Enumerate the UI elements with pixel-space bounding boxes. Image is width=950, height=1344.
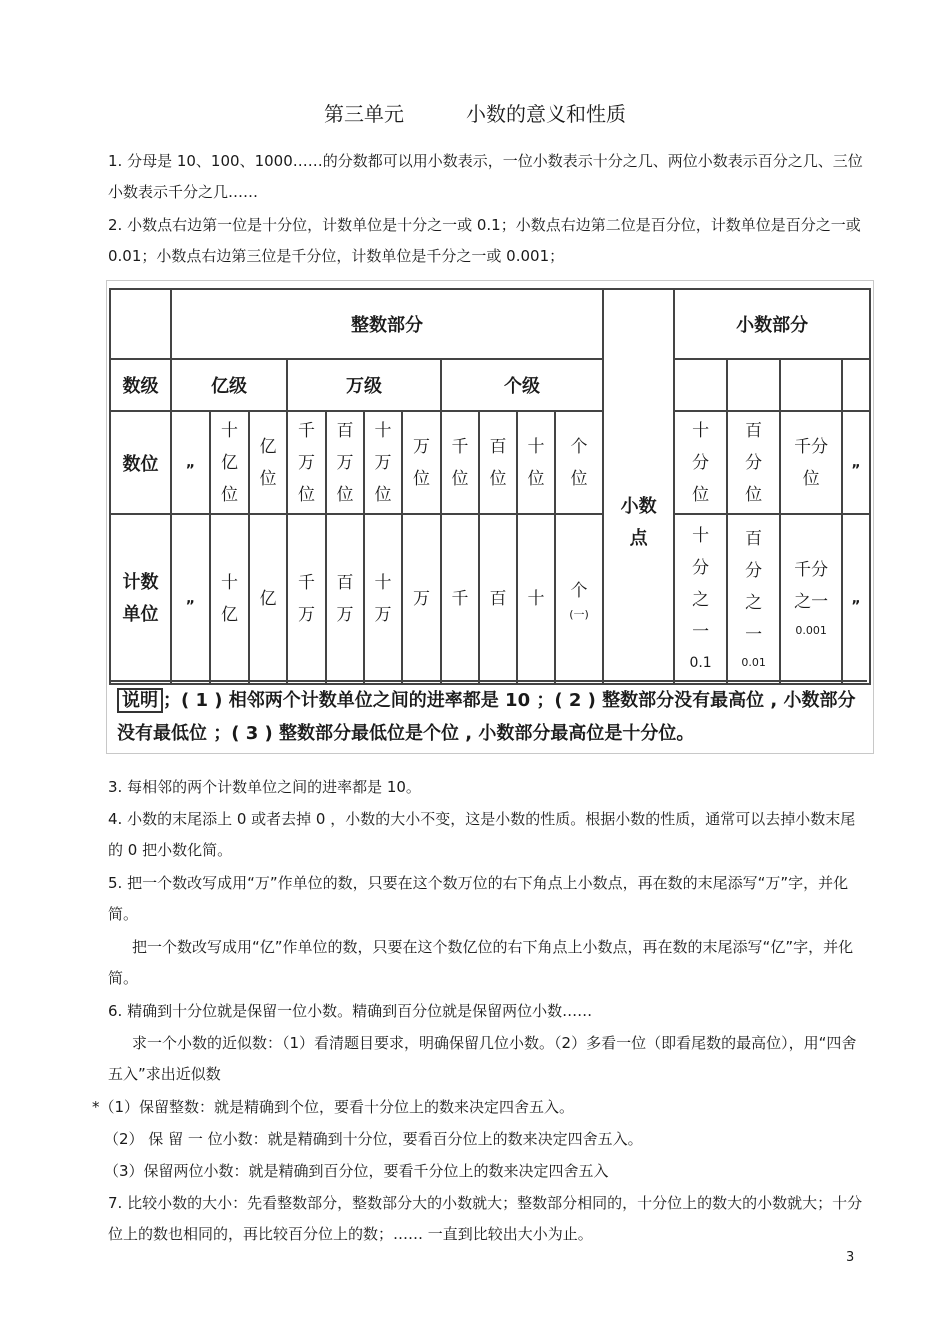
- paragraph-2: 2. 小数点右边第一位是十分位，计数单位是十分之一或 0.1；小数点右边第二位是百分位，计数单位是百分之一或 0.01；小数点右边第三位是千分位，计数单位是千分之一或 0.001；: [108, 216, 861, 265]
- unit-ellipsis-left: „: [171, 514, 210, 684]
- place-bai-text: 百位: [489, 436, 507, 489]
- blank-cell: [780, 359, 842, 411]
- blank-cell: [674, 359, 727, 411]
- place-hundredths-text: 百分位: [745, 420, 763, 505]
- place-shi: [517, 411, 555, 514]
- place-bai: [479, 411, 517, 514]
- topic-label: 小数的意义和性质: [466, 102, 626, 126]
- unit-shiwan-text: 十万: [374, 573, 392, 625]
- unit-qianwan-text: 千万: [298, 573, 315, 625]
- unit-shiyi-text: 十亿: [221, 573, 238, 625]
- paragraph-6c: *（1）保留整数：就是精确到个位，要看十分位上的数来决定四舍五入。: [92, 1098, 575, 1116]
- place-baiwan: [326, 411, 364, 514]
- paragraph-1: 1. 分母是 10、100、1000……的分数都可以用小数表示，一位小数表示十分之几、两位小数表示百分之几、三位小数表示千分之几……: [108, 152, 863, 201]
- unit-tenths: [674, 514, 727, 684]
- decimal-point-column: [603, 289, 674, 684]
- blank-cell: [842, 359, 870, 411]
- place-shiwan-text: 十万位: [374, 420, 392, 505]
- place-shiyi-text: 十亿位: [221, 420, 238, 505]
- unit-thousandths-value: 0.001: [795, 624, 827, 637]
- note-label: 说明: [117, 688, 163, 713]
- place-hundredths: [727, 411, 780, 514]
- place-yi: [249, 411, 287, 514]
- paragraph-6b: 求一个小数的近似数：（1）看清题目要求，明确保留几位小数。（2）多看一位（即看尾数的最高位），用“四舍五入”求出近似数: [108, 1034, 857, 1083]
- decimal-point-header: 小数点: [620, 495, 657, 549]
- place-tenths: [674, 411, 727, 514]
- place-ge: [555, 411, 603, 514]
- unit-hundredths-value: 0.01: [741, 656, 766, 669]
- unit-bai: 百: [479, 514, 517, 684]
- place-thousandths: [780, 411, 842, 514]
- unit-baiwan-text: 百万: [336, 573, 354, 625]
- note-text: ；( 1 ) 相邻两个计数单位之间的进率都是 10 ；( 2 ) 整数部分没有最高位 , 小数部分没有最低位 ；( 3 ) 整数部分最低位是个位 , 小数部分最高位是十分位。: [117, 690, 856, 744]
- blank-cell: [727, 359, 780, 411]
- unit-label: [110, 514, 171, 684]
- unit-qian: 千: [441, 514, 479, 684]
- place-qian-text: 千位: [451, 436, 469, 489]
- level-yi: 亿级: [171, 359, 287, 411]
- unit-ge-text: 个: [570, 581, 588, 601]
- level-ge: 个级: [441, 359, 603, 411]
- paragraph-5: 5. 把一个数改写成用“万”作单位的数，只要在这个数万位的右下角点上小数点，再在数的末尾添写“万”字，并化简。: [108, 874, 849, 923]
- unit-ge-note: (一): [569, 608, 589, 621]
- paragraph-6: 6. 精确到十分位就是保留一位小数。精确到百分位就是保留两位小数……: [108, 1002, 593, 1020]
- place-wan-text: 万位: [413, 436, 430, 489]
- unit-qianwan: [287, 514, 326, 684]
- unit-tenths-value: 0.1: [689, 655, 712, 671]
- level-wan: 万级: [287, 359, 441, 411]
- paragraph-4: 4. 小数的末尾添上 0 或者去掉 0 ，小数的大小不变，这是小数的性质。根据小数的性质，通常可以去掉小数末尾的 0 把小数化简。: [108, 810, 856, 859]
- place-shiwan: [364, 411, 402, 514]
- place-tenths-text: 十分位: [692, 420, 710, 505]
- unit-hundredths: [727, 514, 780, 684]
- place-shiyi: [210, 411, 249, 514]
- place-value-table: [109, 288, 871, 685]
- unit-ge: [555, 514, 603, 684]
- place-label: 数位: [110, 411, 171, 514]
- unit-thousandths-text: 千分之一: [794, 560, 829, 612]
- level-label: 数级: [110, 359, 171, 411]
- place-qian: [441, 411, 479, 514]
- unit-shiwan: [364, 514, 402, 684]
- place-wan: [402, 411, 441, 514]
- integer-part-header: 整数部分: [171, 289, 603, 359]
- unit-label-text: 计数单位: [122, 572, 159, 625]
- paragraph-3: 3. 每相邻的两个计数单位之间的进率都是 10。: [108, 778, 421, 796]
- place-baiwan-text: 百万位: [336, 420, 354, 505]
- paragraph-6d: （2） 保 留 一 位小数：就是精确到十分位，要看百分位上的数来决定四舍五入。: [104, 1130, 643, 1148]
- unit-ellipsis-right: „: [842, 514, 870, 684]
- decimal-part-header: 小数部分: [674, 289, 870, 359]
- unit-tenths-text: 十分之一: [692, 526, 710, 642]
- table-note: [117, 684, 869, 750]
- paragraph-7: 7. 比较小数的大小：先看整数部分，整数部分大的小数就大；整数部分相同的，十分位上的数大的小数就大；十分位上的数也相同的，再比较百分位上的数；…… 一直到比较出大小为止。: [108, 1194, 863, 1243]
- paragraph-5b: 把一个数改写成用“亿”作单位的数，只要在这个数亿位的右下角点上小数点，再在数的末尾添写“亿”字，并化简。: [108, 938, 854, 987]
- unit-label: 第三单元: [324, 102, 404, 126]
- unit-baiwan: [326, 514, 364, 684]
- place-qianwan-text: 千万位: [298, 420, 315, 505]
- unit-shi: 十: [517, 514, 555, 684]
- place-qianwan: [287, 411, 326, 514]
- page-title: [0, 98, 950, 127]
- place-ge-text: 个位: [570, 436, 588, 489]
- place-yi-text: 亿位: [259, 436, 277, 489]
- unit-hundredths-text: 百分之一: [745, 529, 763, 645]
- corner-cell: [110, 289, 171, 359]
- unit-shiyi: [210, 514, 249, 684]
- unit-wan: 万: [402, 514, 441, 684]
- place-ellipsis-right: „: [842, 411, 870, 514]
- place-shi-text: 十位: [527, 436, 545, 489]
- unit-thousandths: [780, 514, 842, 684]
- unit-yi: 亿: [249, 514, 287, 684]
- page-number: 3: [846, 1250, 855, 1265]
- place-thousandths-text: 千分位: [794, 436, 829, 489]
- place-ellipsis-left: „: [171, 411, 210, 514]
- paragraph-6e: （3）保留两位小数：就是精确到百分位，要看千分位上的数来决定四舍五入: [104, 1162, 609, 1180]
